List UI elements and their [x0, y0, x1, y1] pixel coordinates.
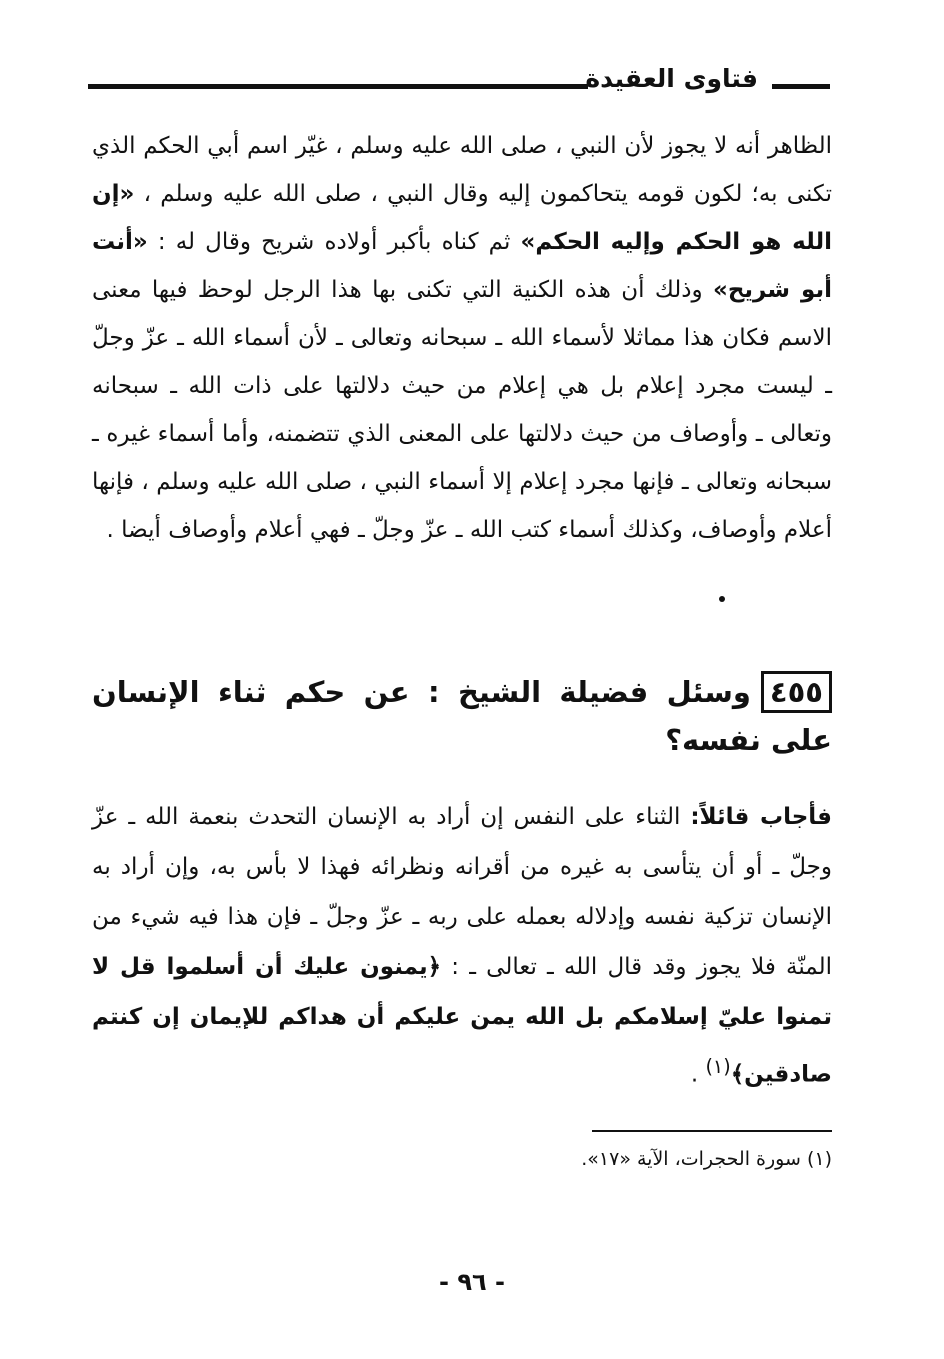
paragraph-text: الظاهر أنه لا يجوز لأن النبي ، صلى الله عليه وسلم ، غيّر اسم أبي الحكم الذي تكنى به؛ لكون قومه يتحاكمون إليه وقال النبي ، صلى الله عليه وسلم ، [92, 133, 832, 207]
header-rule-right [772, 84, 830, 89]
hadith-quote: «إن الله هو الحكم وإليه الحكم» [92, 181, 832, 255]
question-text: وسئل فضيلة الشيخ : عن حكم ثناء الإنسان على نفسه؟ [92, 675, 832, 757]
paragraph-text: ثم كناه بأكبر أولاده شريح وقال له : [147, 229, 521, 255]
question-number-box: ٤٥٥ [761, 671, 832, 713]
header-title: فتاوى العقيدة [585, 64, 758, 93]
answer-end: . [690, 1061, 706, 1088]
footnote-rule [592, 1130, 832, 1132]
question-heading [92, 668, 832, 764]
footnote-ref: (١) [705, 1055, 731, 1078]
paragraph-previous-answer [92, 122, 832, 554]
running-header [88, 62, 830, 102]
answer-paragraph [92, 792, 832, 1100]
page-number: - ٩٦ - [439, 1268, 505, 1296]
hadith-quote: «أنت أبو شريح» [92, 229, 832, 303]
footnote: (١) سورة الحجرات، الآية «١٧». [581, 1148, 832, 1170]
section-dot [719, 596, 725, 602]
quran-verse: ﴿يمنون عليك أن أسلموا قل لا تمنوا عليّ إسلامكم بل الله يمن عليكم أن هداكم للإيمان إن كنتم صادقين﴾ [92, 954, 832, 1088]
answer-lead: فأجاب قائلاً: [690, 804, 832, 830]
header-rule-left [88, 84, 588, 89]
answer-text: الثناء على النفس إن أراد به الإنسان التحدث بنعمة الله ـ عزّ وجلّ ـ أو أن يتأسى به غيره من أقرانه ونظرائه فهذا لا بأس به، وإن أراد به الإنسان تزكية نفسه وإدلاله بعمله على ربه ـ عزّ وجلّ ـ فإن هذا فيه شيء من المنّة فلا يجوز وقد قال الله ـ تعالى ـ : [92, 804, 833, 980]
paragraph-text: وذلك أن هذه الكنية التي تكنى بها هذا الرجل لوحظ فيها معنى الاسم فكان هذا مماثلا لأسماء الله ـ سبحانه وتعالى ـ لأن أسماء الله ـ عزّ وجلّ ـ ليست مجرد إعلام بل هي إعلام من حيث دلالتها على ذات الله ـ سبحانه وتعالى ـ وأوصاف من حيث دلالتها على المعنى الذي تتضمنه، وأما أسماء غيره ـ سبحانه وتعالى ـ فإنها مجرد إعلام إلا أسماء النبي ، صلى الله عليه وسلم ، فإنها أعلام وأوصاف، وكذلك أسماء كتب الله ـ عزّ وجلّ ـ فهي أعلام وأوصاف أيضا . [92, 277, 832, 543]
